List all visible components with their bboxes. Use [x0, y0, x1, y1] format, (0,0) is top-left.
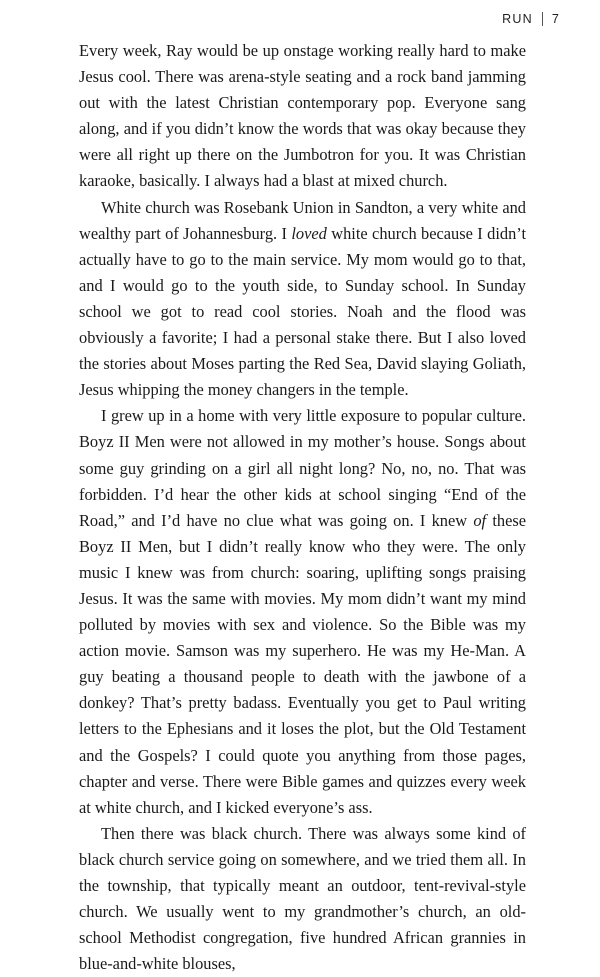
emphasized-text: of: [473, 510, 487, 530]
text-run: I grew up in a home with very little exposure to popular culture. Boyz II Men were not allowed in my mother’s house. Songs about some guy grinding on a girl all night long? No, no, no. That was forbidden. I’d hear the other kids at school singing “End of the Road,” and I’d have no clue what was going on. I knew: [79, 406, 526, 530]
header-divider: [542, 12, 543, 26]
text-run: White church was Rosebank Union in Sandton, a very white and wealthy part of Johannesburg. I: [79, 197, 526, 243]
paragraph-2: [79, 195, 526, 404]
emphasized-text: loved: [291, 223, 327, 243]
chapter-title: RUN: [502, 12, 533, 26]
body-text: [79, 38, 526, 977]
text-run: Every week, Ray would be up onstage working really hard to make Jesus cool. There was arena-style seating and a rock band jamming out with the latest Christian contemporary pop. Everyone sang along, and if you didn’t know the words that was okay because they were all right up there on the Jumbotron for you. It was Christian karaoke, basically. I always had a blast at mixed church.: [79, 41, 526, 191]
paragraph-4: [79, 821, 526, 977]
paragraph-1: [79, 38, 526, 195]
text-run: these Boyz II Men, but I didn’t really know who they were. The only music I knew was from church: soaring, uplifting songs praising Jesus. It was the same with movies. My mom didn’t want my mind polluted by movies with sex and violence. So the Bible was my action movie. Samson was my superhero. He was my He-Man. A guy beating a thousand people to death with the jawbone of a donkey? That’s pretty badass. Eventually you get to Paul writing letters to the Ephesians and it loses the plot, but the Old Testament and the Gospels? I could quote you anything from those pages, chapter and verse. There were Bible games and quizzes every week at white church, and I kicked everyone’s ass.: [79, 510, 527, 817]
text-run: Then there was black church. There was always some kind of black church service going on somewhere, and we tried them all. In the township, that typically meant an outdoor, tent-revival-style church. We usually went to my grandmother’s church, an old-school Methodist congregation, five hundred African grannies in blue-and-white blouses,: [79, 823, 526, 974]
text-run: white church because I didn’t actually have to go to the main service. My mom would go to that, and I would go to the youth side, to Sunday school. In Sunday school we got to read cool stories. Noah and the flood was obviously a favorite; I had a personal stake there. But I also loved the stories about Moses parting the Red Sea, David slaying Goliath, Jesus whipping the money changers in the temple.: [79, 223, 526, 400]
running-header: [502, 12, 560, 26]
paragraph-3: [79, 403, 526, 821]
page-number: 7: [551, 12, 560, 26]
